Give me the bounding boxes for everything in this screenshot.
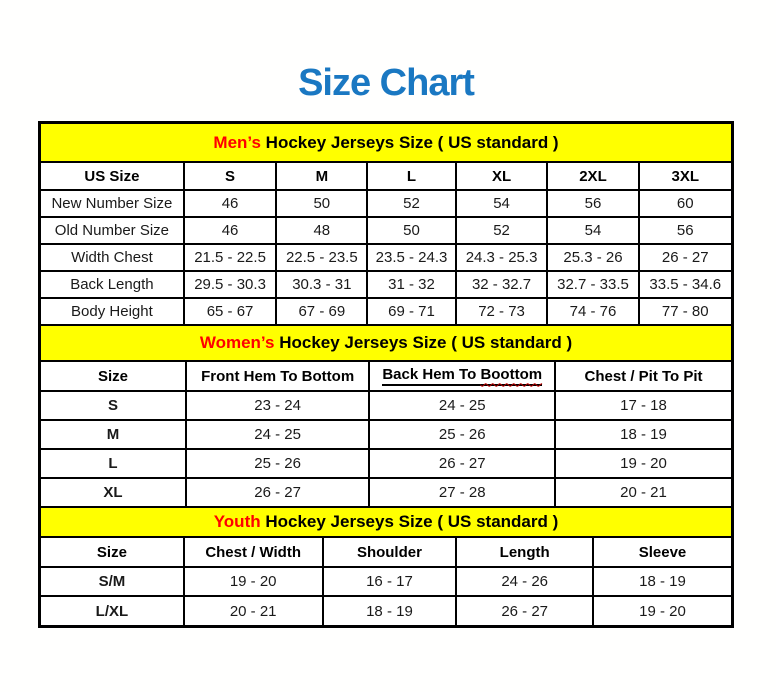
- table-cell: 25 - 26: [186, 449, 370, 478]
- table-cell: 69 - 71: [367, 298, 455, 325]
- table-cell: 56: [639, 217, 731, 244]
- table-row: [41, 298, 731, 325]
- misspelled-column-header: Back Hem To Boottom: [382, 366, 542, 385]
- table-row: [41, 420, 731, 449]
- table-cell: 31 - 32: [367, 271, 455, 298]
- section-heading-youth-accent: Youth: [213, 512, 261, 531]
- page-title: Size Chart: [298, 62, 474, 104]
- table-cell: 26 - 27: [369, 449, 555, 478]
- table-cell: 67 - 69: [276, 298, 367, 325]
- section-heading-womens-rest: Hockey Jerseys Size ( US standard ): [274, 333, 573, 352]
- column-header: Size: [41, 362, 186, 391]
- table-row: [41, 391, 731, 420]
- column-header: Chest / Width: [184, 538, 323, 567]
- table-cell: 74 - 76: [547, 298, 638, 325]
- table-cell: 46: [184, 190, 276, 217]
- table-cell: 72 - 73: [456, 298, 548, 325]
- row-label: L: [41, 449, 186, 478]
- table-row: [41, 567, 731, 596]
- table-cell: 32 - 32.7: [456, 271, 548, 298]
- table-cell: 16 - 17: [323, 567, 457, 596]
- row-label: Back Length: [41, 271, 184, 298]
- row-label: Width Chest: [41, 244, 184, 271]
- table-cell: 56: [547, 190, 638, 217]
- table-cell: 23 - 24: [186, 391, 370, 420]
- table-cell: 26 - 27: [639, 244, 731, 271]
- youth-size-table: [41, 538, 731, 625]
- section-heading-youth-rest: Hockey Jerseys Size ( US standard ): [260, 512, 559, 531]
- table-cell: 27 - 28: [369, 478, 555, 507]
- table-cell: 19 - 20: [555, 449, 731, 478]
- table-cell: 17 - 18: [555, 391, 731, 420]
- section-heading-mens-rest: Hockey Jerseys Size ( US standard ): [260, 132, 559, 152]
- table-cell: 52: [367, 190, 455, 217]
- table-cell: 26 - 27: [456, 596, 593, 625]
- spellcheck-squiggle-word: Boottom: [480, 366, 543, 384]
- table-cell: 24 - 26: [456, 567, 593, 596]
- table-cell: 21.5 - 22.5: [184, 244, 276, 271]
- column-header: 3XL: [639, 163, 731, 190]
- table-cell: 26 - 27: [186, 478, 370, 507]
- table-cell: 18 - 19: [593, 567, 731, 596]
- mens-size-table: [41, 163, 731, 326]
- row-label: XL: [41, 478, 186, 507]
- table-cell: 60: [639, 190, 731, 217]
- table-cell: 48: [276, 217, 367, 244]
- table-cell: 77 - 80: [639, 298, 731, 325]
- table-cell: 29.5 - 30.3: [184, 271, 276, 298]
- table-row: [41, 217, 731, 244]
- column-header: Size: [41, 538, 184, 567]
- table-cell: 24.3 - 25.3: [456, 244, 548, 271]
- table-cell: 30.3 - 31: [276, 271, 367, 298]
- section-heading-mens-accent: Men’s: [213, 132, 261, 152]
- column-header: M: [276, 163, 367, 190]
- table-cell: 19 - 20: [639, 602, 686, 620]
- table-cell: 18 - 19: [555, 420, 731, 449]
- table-cell: 54: [547, 217, 638, 244]
- table-row: [41, 596, 731, 625]
- table-cell: 20 - 21: [184, 596, 323, 625]
- column-header: US Size: [41, 163, 184, 190]
- table-cell: 25 - 26: [369, 420, 555, 449]
- column-header: [369, 362, 555, 391]
- table-cell: 52: [456, 217, 548, 244]
- table-cell: 24 - 25: [186, 420, 370, 449]
- table-cell: 54: [456, 190, 548, 217]
- column-header: S: [184, 163, 276, 190]
- table-cell: 24 - 25: [369, 391, 555, 420]
- table-cell: 19 - 20: [184, 567, 323, 596]
- column-header: L: [367, 163, 455, 190]
- table-cell: 22.5 - 23.5: [276, 244, 367, 271]
- column-header-row: [41, 362, 731, 391]
- row-label: New Number Size: [41, 190, 184, 217]
- column-header-row: [41, 538, 731, 567]
- table-row: [41, 244, 731, 271]
- column-header-row: [41, 163, 731, 190]
- table-row: [41, 478, 731, 507]
- table-cell: 18 - 19: [323, 596, 457, 625]
- table-cell: 65 - 67: [184, 298, 276, 325]
- table-row: [41, 190, 731, 217]
- table-cell: 25.3 - 26: [547, 244, 638, 271]
- column-header: Length: [456, 538, 593, 567]
- row-label: Old Number Size: [41, 217, 184, 244]
- section-heading-youth: [41, 508, 731, 538]
- column-header: Front Hem To Bottom: [186, 362, 370, 391]
- row-label: M: [41, 420, 186, 449]
- table-cell: 20 - 21: [555, 478, 731, 507]
- section-heading-womens-accent: Women’s: [199, 333, 275, 352]
- column-header: XL: [456, 163, 548, 190]
- table-row: [41, 271, 731, 298]
- row-label: Body Height: [41, 298, 184, 325]
- column-header: 2XL: [547, 163, 638, 190]
- section-heading-mens: [41, 124, 731, 163]
- table-cell: 46: [184, 217, 276, 244]
- column-header: Sleeve: [593, 538, 731, 567]
- table-cell: 50: [367, 217, 455, 244]
- table-cell: 50: [276, 190, 367, 217]
- column-header: Chest / Pit To Pit: [555, 362, 731, 391]
- size-chart-box: [38, 121, 734, 628]
- row-label: S: [41, 391, 186, 420]
- column-header: Shoulder: [323, 538, 457, 567]
- row-label: L/XL: [41, 596, 184, 625]
- table-cell: 33.5 - 34.6: [639, 271, 731, 298]
- womens-size-table: [41, 362, 731, 508]
- section-heading-womens: [41, 326, 731, 362]
- table-cell: 23.5 - 24.3: [367, 244, 455, 271]
- row-label: S/M: [41, 567, 184, 596]
- table-cell: 32.7 - 33.5: [547, 271, 638, 298]
- table-row: [41, 449, 731, 478]
